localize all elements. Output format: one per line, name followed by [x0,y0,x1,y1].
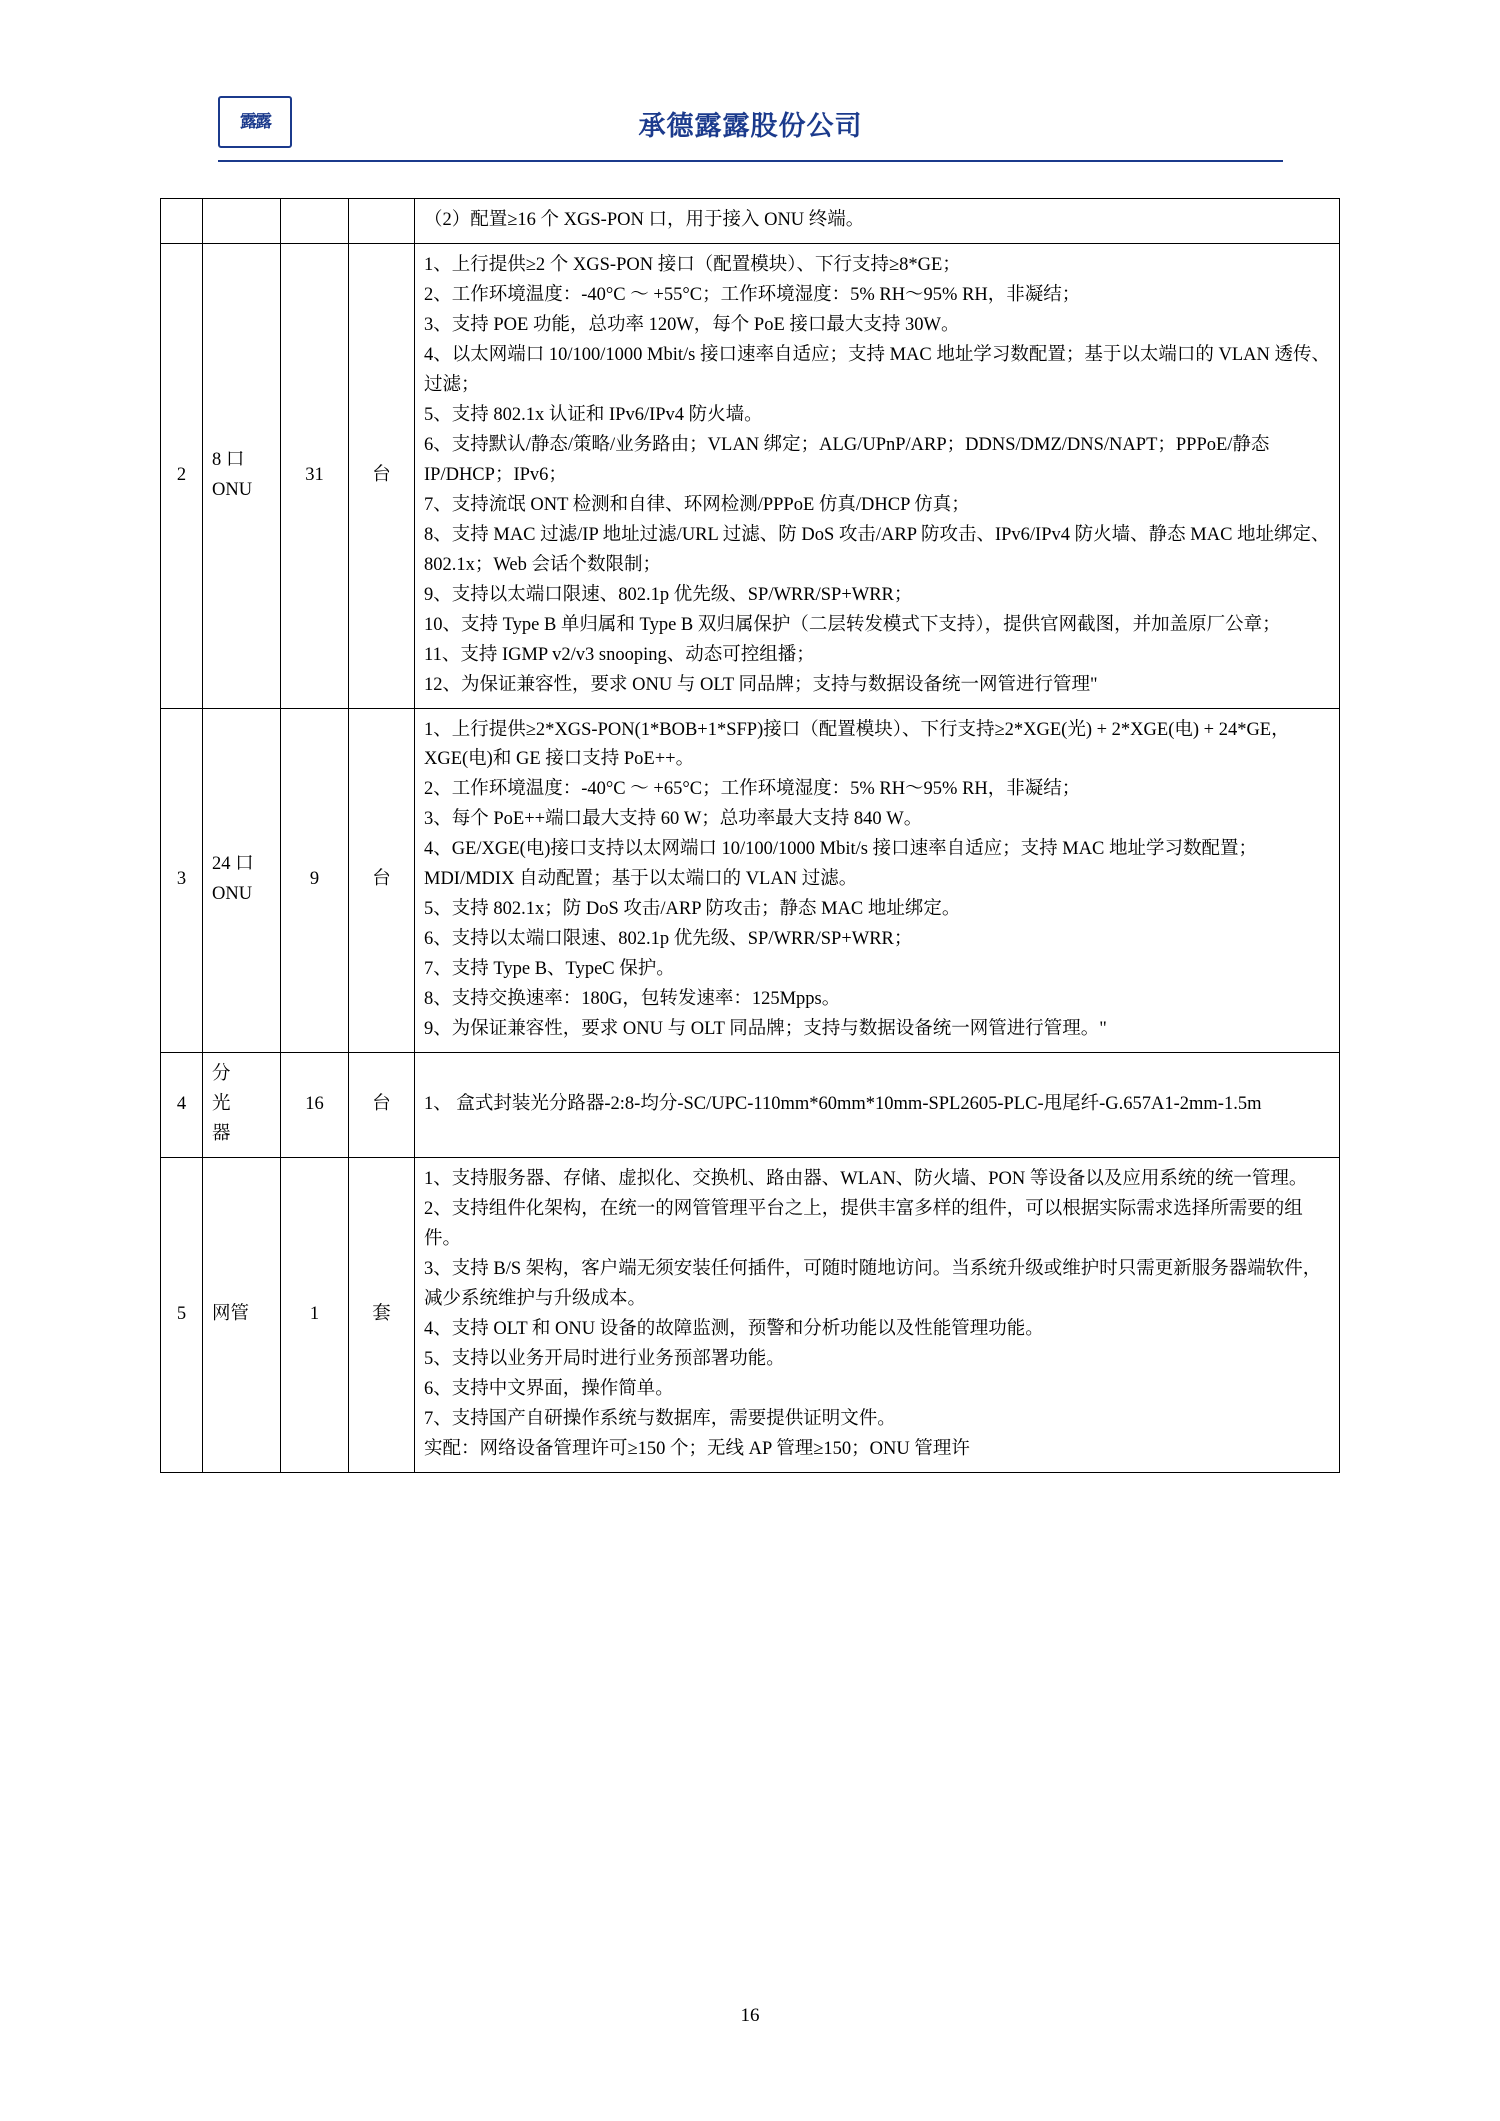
table-row [161,243,1340,708]
row-item-name-line1: 分 光 [212,1064,238,1115]
description-line: 6、支持中文界面，操作简单。 [424,1378,674,1399]
row-quantity: 9 [281,708,349,1053]
description-line: 3、支持 POE 功能，总功率 120W，每个 PoE 接口最大支持 30W。 [424,314,960,335]
logo-label: 露露 [240,111,270,132]
company-title: 承德露露股份公司 [638,111,863,141]
description-line: 11、支持 IGMP v2/v3 snooping、动态可控组播； [424,644,815,665]
row-description [415,199,1340,244]
table-row [161,1053,1340,1158]
description-line: 7、支持 Type B、TypeC 保护。 [424,959,675,980]
description-line: 3、支持 B/S 架构，客户端无须安装任何插件，可随时随地访问。当系统升级或维护时只需更新服务器端软件，减少系统维护与升级成本。 [424,1258,1322,1309]
table-row [161,1158,1340,1473]
row-item-name-line1: 8 口 [212,449,245,470]
row-quantity: 31 [281,243,349,708]
row-description [415,1053,1340,1158]
row-number: 3 [161,708,203,1053]
row-item-name-line1: 24 口 [212,854,254,875]
row-quantity [281,199,349,244]
description-line: 8、支持交换速率：180G，包转发速率：125Mpps。 [424,989,841,1010]
description-line: 8、支持 MAC 过滤/IP 地址过滤/URL 过滤、防 DoS 攻击/ARP 防攻击、IPv6/IPv4 防火墙、静态 MAC 地址绑定、802.1x；Web 会话个数限制； [424,524,1330,575]
row-item-name [203,243,281,708]
page-header [218,96,1283,166]
description-line: 1、支持服务器、存储、虚拟化、交换机、路由器、WLAN、防火墙、PON 等设备以及应用系统的统一管理。 [424,1169,1308,1190]
row-number: 5 [161,1158,203,1473]
description-line: 1、上行提供≥2*XGS-PON(1*BOB+1*SFP)接口（配置模块）、下行支持≥2*XGE(光) + 2*XGE(电) + 24*GE，XGE(电)和 GE 接口支持 PoE++。 [424,719,1290,770]
description-line: 4、支持 OLT 和 ONU 设备的故障监测，预警和分析功能以及性能管理功能。 [424,1318,1044,1339]
row-description [415,708,1340,1053]
row-unit: 台 [349,1053,415,1158]
description-line: 6、支持默认/静态/策略/业务路由；VLAN 绑定；ALG/UPnP/ARP；DDNS/DMZ/DNS/NAPT；PPPoE/静态 IP/DHCP；IPv6； [424,434,1270,485]
row-unit: 台 [349,708,415,1053]
row-number: 2 [161,243,203,708]
row-number [161,199,203,244]
description-line: 4、以太网端口 10/100/1000 Mbit/s 接口速率自适应；支持 MAC 地址学习数配置；基于以太端口的 VLAN 透传、过滤； [424,344,1331,395]
description-line: 12、为保证兼容性，要求 ONU 与 OLT 同品牌；支持与数据设备统一网管进行管理" [424,674,1098,695]
description-line: 5、支持以业务开局时进行业务预部署功能。 [424,1348,785,1369]
row-item-name [203,1158,281,1473]
row-item-name-line1: 网管 [212,1303,250,1324]
row-description [415,243,1340,708]
row-unit: 台 [349,243,415,708]
page-footer [0,2005,1500,2027]
description-line: 10、支持 Type B 单归属和 Type B 双归属保护（二层转发模式下支持），提供官网截图，并加盖原厂公章； [424,614,1281,635]
row-item-name-line2: 器 [212,1124,231,1145]
description-line: 7、支持流氓 ONT 检测和自律、环网检测/PPPoE 仿真/DHCP 仿真； [424,494,970,515]
description-line: 2、工作环境温度：-40°C ～ +55°C；工作环境湿度：5% RH～95% RH，非凝结； [424,284,1081,305]
description-line: 2、支持组件化架构，在统一的网管管理平台之上，提供丰富多样的组件，可以根据实际需求选择所需要的组件。 [424,1199,1303,1249]
description-line: 5、支持 802.1x 认证和 IPv6/IPv4 防火墙。 [424,404,763,425]
table-row [161,708,1340,1053]
description-line: 1、 盒式封装光分路器-2:8-均分-SC/UPC-110mm*60mm*10mm-SPL2605-PLC-甩尾纤-G.657A1-2mm-1.5m [424,1094,1262,1115]
row-item-name-line2: ONU [212,479,253,500]
page-number: 16 [740,2005,760,2026]
row-description [415,1158,1340,1473]
row-quantity: 16 [281,1053,349,1158]
description-line: 实配：网络设备管理许可≥150 个；无线 AP 管理≥150；ONU 管理许 [424,1438,970,1459]
description-line: 2、工作环境温度：-40°C ～ +65°C；工作环境湿度：5% RH～95% RH，非凝结； [424,779,1081,800]
row-quantity: 1 [281,1158,349,1473]
row-item-name-line2: ONU [212,884,253,905]
table-row [161,199,1340,244]
description-line: 9、为保证兼容性，要求 ONU 与 OLT 同品牌；支持与数据设备统一网管进行管理。" [424,1019,1107,1040]
description-line: 4、GE/XGE(电)接口支持以太网端口 10/100/1000 Mbit/s 接口速率自适应；支持 MAC 地址学习数配置；MDI/MDIX 自动配置；基于以太端口的 VLAN 过滤。 [424,839,1258,890]
row-item-name [203,199,281,244]
row-unit: 套 [349,1158,415,1473]
specification-table [160,198,1340,1473]
description-line: 5、支持 802.1x；防 DoS 攻击/ARP 防攻击；静态 MAC 地址绑定。 [424,899,961,920]
header-divider [218,160,1283,162]
description-line: 6、支持以太端口限速、802.1p 优先级、SP/WRR/SP+WRR； [424,929,913,950]
description-line: （2）配置≥16 个 XGS-PON 口，用于接入 ONU 终端。 [424,210,865,230]
row-item-name [203,1053,281,1158]
description-line: 7、支持国产自研操作系统与数据库，需要提供证明文件。 [424,1408,896,1429]
description-line: 1、上行提供≥2 个 XGS-PON 接口（配置模块）、下行支持≥8*GE； [424,254,961,275]
row-item-name [203,708,281,1053]
description-line: 9、支持以太端口限速、802.1p 优先级、SP/WRR/SP+WRR； [424,584,913,605]
row-unit [349,199,415,244]
description-line: 3、每个 PoE++端口最大支持 60 W；总功率最大支持 840 W。 [424,809,923,830]
row-number: 4 [161,1053,203,1158]
